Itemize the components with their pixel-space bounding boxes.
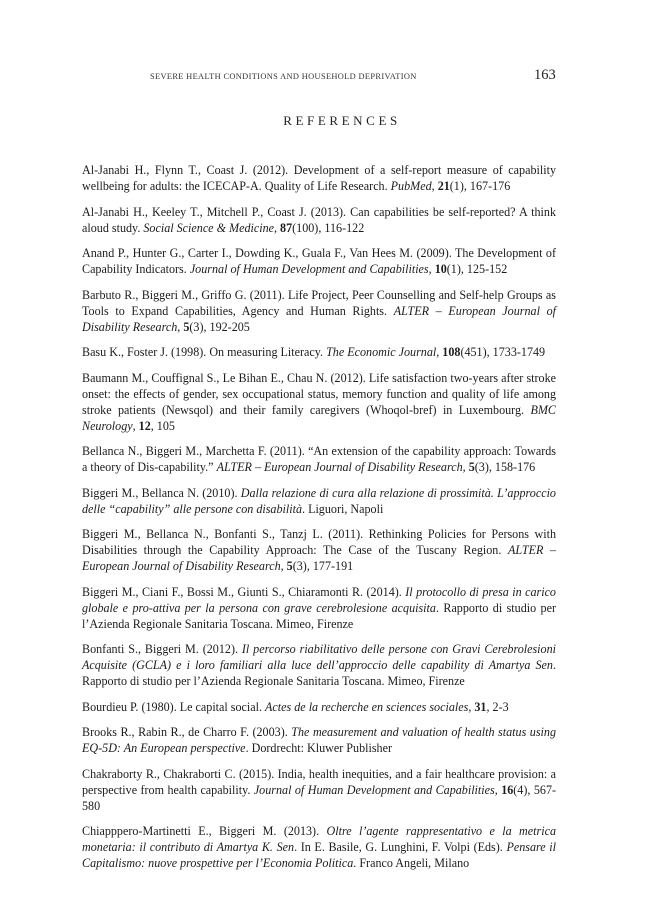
section-title: REFERENCES [283,113,401,128]
reference-text: , [462,460,469,474]
reference-list [82,162,556,881]
reference-text: , [177,319,184,334]
reference-italic-text: Social Science & Medicine [143,220,274,235]
reference-volume: 87 [280,220,293,235]
reference-text: . Franco Angeli, Milano [353,856,470,870]
reference-text: Baumann M., Couffignal S., Le Bihan E., Chau N. (2012). Life satisfaction two-years after stroke onset: the effects of gender, sex occupational status, memory function and quality of life among stroke patients (Newsqol) and their family caregivers (Whoqol-bref) in Luxembourg. [82,370,556,417]
reference-text: , [494,782,502,797]
reference-text: . Liguori, Napoli [302,501,384,516]
reference-item [82,443,556,475]
reference-italic-text: PubMed [390,179,432,193]
reference-text: Bellanca N., Biggeri M., Marchetta F. (2011). “An extension of the capability approach: Towards a theory of Dis-capability.” [82,444,556,474]
reference-text: Al-Janabi H., Flynn T., Coast J. (2012). Development of a self-report measure of capability wellbeing for adults: the ICECAP-A. Quality of Life Research. [82,163,556,193]
reference-text: Bonfanti S., Biggeri M. (2012). [82,642,242,656]
reference-item [82,204,556,236]
reference-text: . In E. Basile, G. Lunghini, F. Volpi (Eds). [294,840,507,854]
reference-item [82,245,556,277]
reference-item [82,641,556,689]
reference-item [82,526,556,574]
reference-text: (3), 177-191 [292,559,354,573]
reference-italic-text: Il protocollo di presa in carico globale e pro-attiva per la persona con grave cerebrolesione acquisita [82,584,556,615]
reference-text: (1), 125-152 [446,262,508,276]
reference-volume: 108 [442,345,461,359]
reference-volume: 31 [474,699,487,714]
page-number: 163 [534,67,556,83]
reference-text: , [431,179,438,193]
reference-item [82,823,556,871]
reference-italic-text: Oltre l’agente rappresentativo e la metrica monetaria: il contributo di Amartya K. Sen [82,824,556,854]
reference-item [82,766,556,814]
reference-text: , [280,559,287,573]
reference-text: (100), 116-122 [292,220,365,235]
reference-text: , [468,699,475,714]
reference-text: , [132,418,139,433]
reference-italic-text: Journal of Human Development and Capabilities [253,782,495,797]
reference-text: Biggeri M., Bellanca N. (2010). [82,485,241,500]
reference-text: . Dordrecht: Kluwer Publisher [245,741,392,755]
reference-item [82,584,556,632]
reference-volume: 16 [501,782,514,797]
reference-italic-text: Actes de la recherche en sciences sociales [265,699,469,714]
reference-text: . Rapporto di studio per l’Azienda Regionale Sanitaria Toscana. Mimeo, Firenze [82,658,556,688]
reference-text: Brooks R., Rabin R., de Charro F. (2003). [82,725,292,739]
reference-italic-text: ALTER – European Journal of Disability Research [82,303,556,334]
reference-text: Anand P., Hunter G., Carter I., Dowding K., Guala F., Van Hees M. (2009). The Development of Capability Indicators. [82,246,556,276]
reference-volume: 5 [468,460,475,474]
reference-text: (1), 167-176 [449,179,511,193]
reference-italic-text: ALTER – European Journal of Disability Research [82,543,556,573]
reference-volume: 21 [437,179,450,193]
reference-item [82,162,556,194]
reference-text: (3), 192-205 [189,319,250,334]
reference-italic-text: Journal of Human Development and Capabilities [189,262,429,276]
reference-text: Barbuto R., Biggeri M., Griffo G. (2011). Life Project, Peer Counselling and Self-help Groups as Tools to Expand Capabilities, Agency and Human Rights. [82,287,556,318]
reference-text: Chiapppero-Martinetti E., Biggeri M. (2013). [82,824,327,838]
reference-text: , [274,220,281,235]
reference-volume: 5 [286,559,293,573]
reference-volume: 12 [138,418,151,433]
reference-text: . Rapporto di studio per l’Azienda Regionale Sanitaria Toscana. Mimeo, Firenze [82,600,556,631]
reference-text: (4), 567-580 [82,782,557,813]
reference-text: , [428,262,435,276]
reference-item [82,699,556,715]
reference-italic-text: Pensare il Capitalismo: nuove prospettive per l’Economia Politica [82,840,556,870]
reference-item [82,485,556,517]
reference-text: Bourdieu P. (1980). Le capital social. [82,699,266,714]
reference-item [82,724,556,756]
reference-volume: 10 [434,262,447,276]
reference-text: , 105 [150,418,175,433]
reference-text: Biggeri M., Ciani F., Bossi M., Giunti S., Chiaramonti R. (2014). [82,584,406,599]
reference-text: Chakraborty R., Chakraborti C. (2015). India, health inequities, and a fair healthcare provision: a perspective from health capability. [82,766,556,797]
reference-text: , [436,345,443,359]
reference-text: Basu K., Foster J. (1998). On measuring Literacy. [82,345,327,359]
reference-item [82,344,556,360]
reference-italic-text: ALTER – European Journal of Disability Research [216,460,463,474]
reference-text: Al-Janabi H., Keeley T., Mitchell P., Coast J. (2013). Can capabilities be self-reported? A think aloud study. [82,204,556,235]
reference-text: , 2-3 [486,699,509,714]
reference-italic-text: Il percorso riabilitativo delle persone con Gravi Cerebrolesioni Acquisite (GCLA) e i loro familiari alla luce dell’approccio delle capability di Amartya Sen [82,642,556,672]
reference-text: Biggeri M., Bellanca N., Bonfanti S., Tanzj L. (2011). Rethinking Policies for Persons with Disabilities through the Capability Approach: The Case of the Tuscany Region. [82,527,556,557]
reference-italic-text: The Economic Journal [326,345,437,359]
reference-item [82,370,556,434]
reference-italic-text: Dalla relazione di cura alla relazione di prossimità. L’approccio delle “capability” alle persone con disabilità [82,485,556,516]
reference-italic-text: The measurement and valuation of health status using EQ-5D: An European perspective [82,725,556,755]
reference-item [82,287,556,335]
reference-volume: 5 [183,319,190,334]
reference-text: (3), 158-176 [474,460,536,474]
reference-italic-text: BMC Neurology [82,402,556,433]
running-head: SEVERE HEALTH CONDITIONS AND HOUSEHOLD DEPRIVATION [150,72,417,81]
reference-text: (451), 1733-1749 [460,345,546,359]
